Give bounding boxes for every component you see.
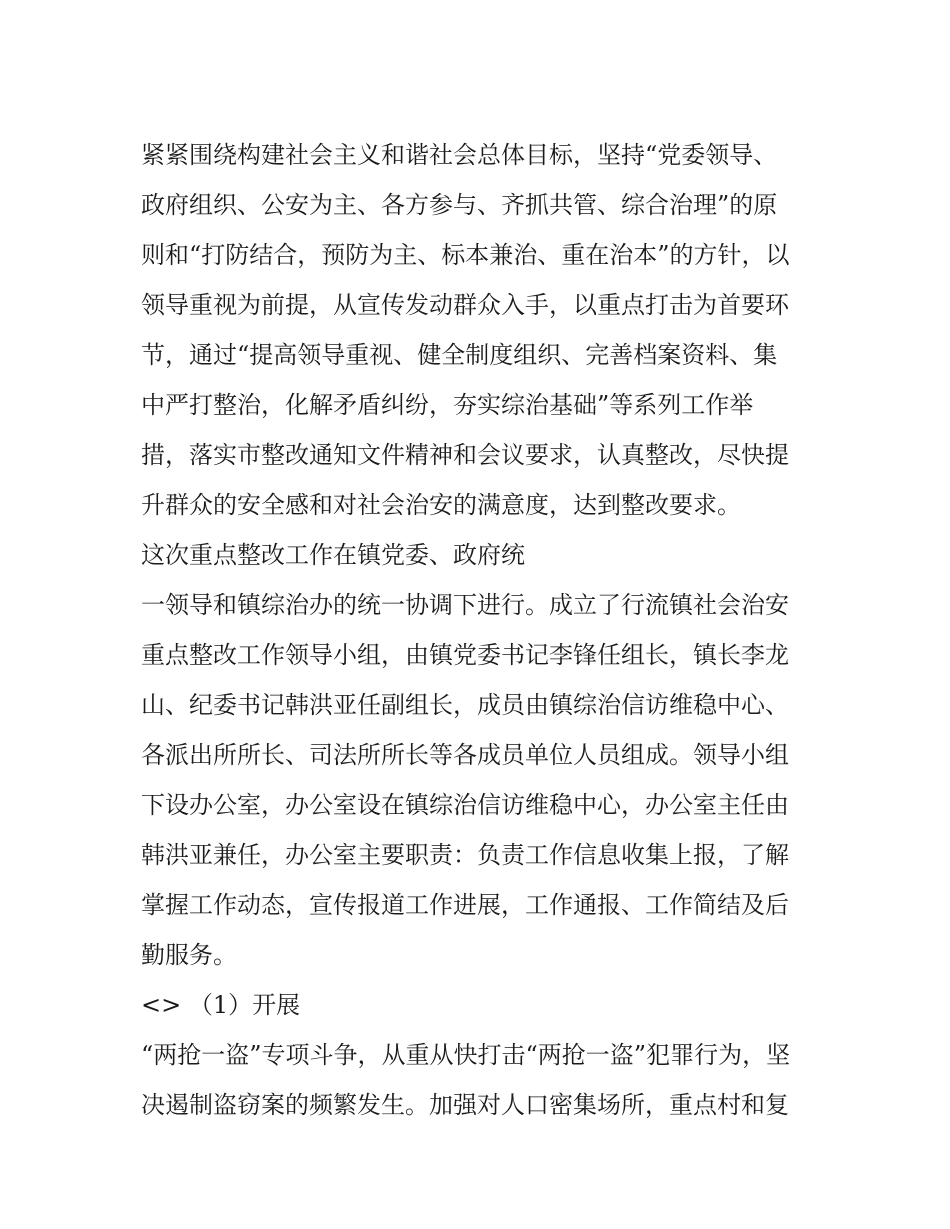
text-line-1: 紧紧围绕构建社会主义和谐社会总体目标，坚持“党委领导、 — [141, 141, 778, 169]
text-line-16: 掌握工作动态，宣传报道工作进展，工作通报、工作简结及后 — [141, 891, 789, 919]
text-line-4: 领导重视为前提，从宣传发动群众入手，以重点打击为首要环 — [141, 291, 789, 319]
text-line-14: 下设办公室，办公室设在镇综治信访维稳中心，办公室主任由 — [141, 791, 789, 819]
text-line-11: 重点整改工作领导小组，由镇党委书记李锋任组长，镇长李龙 — [141, 641, 789, 669]
text-line-9: 这次重点整改工作在镇党委、政府统 — [141, 541, 525, 569]
text-line-7: 措，落实市整改通知文件精神和会议要求，认真整改，尽快提 — [141, 441, 789, 469]
text-line-6: 中严打整治，化解矛盾纠纷，夯实综治基础”等系列工作举 — [141, 391, 754, 419]
text-line-13: 各派出所所长、司法所所长等各成员单位人员组成。领导小组 — [141, 741, 789, 769]
text-line-3: 则和“打防结合，预防为主、标本兼治、重在治本”的方针，以 — [141, 241, 790, 269]
text-line-12: 山、纪委书记韩洪亚任副组长，成员由镇综治信访维稳中心、 — [141, 691, 789, 719]
text-line-2: 政府组织、公安为主、各方参与、齐抓共管、综合治理”的原 — [141, 191, 778, 219]
text-line-15: 韩洪亚兼任，办公室主要职责：负责工作信息收集上报，了解 — [141, 841, 789, 869]
text-line-20: 决遏制盗窃案的频繁发生。加强对人口密集场所，重点村和复 — [141, 1091, 789, 1119]
text-line-5: 节，通过“提高领导重视、健全制度组织、完善档案资料、集 — [141, 341, 778, 369]
text-line-17: 勤服务。 — [141, 941, 237, 969]
text-line-19: “两抢一盗”专项斗争，从重从快打击“两抢一盗”犯罪行为，坚 — [141, 1041, 791, 1069]
text-line-10: 一领导和镇综治办的统一协调下进行。成立了行流镇社会治安 — [141, 591, 789, 619]
text-line-8: 升群众的安全感和对社会治安的满意度，达到整改要求。 — [141, 491, 741, 519]
text-line-18: <> （1）开展 — [141, 991, 301, 1019]
